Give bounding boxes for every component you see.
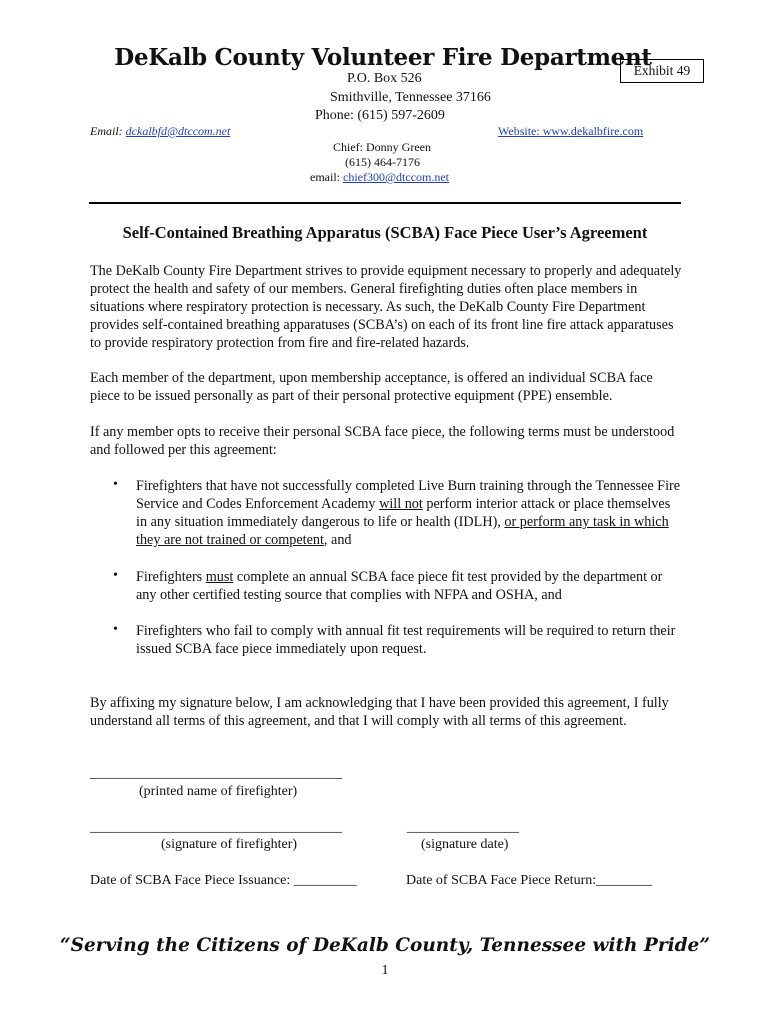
printed-name-line[interactable]: ____________________________________ — [90, 766, 342, 781]
email-label: Email: — [90, 124, 126, 138]
printed-name-label: (printed name of firefighter) — [139, 784, 298, 799]
acknowledgement-paragraph: By affixing my signature below, I am acknowledging that I have been provided this agreement, I fully understand all terms of this agreement, and that I will comply with all terms of this agreement. — [90, 695, 669, 729]
bullet-2-must: must — [205, 569, 234, 585]
bullet-3-text: Firefighters who fail to comply with annual fit test requirements will be required to return their issued SCBA face piece immediately upon request. — [136, 623, 676, 657]
issuance-date-field[interactable]: Date of SCBA Face Piece Issuance: _________ — [90, 873, 357, 888]
bullet-1-marker: • — [113, 477, 118, 492]
footer-motto: “Serving the Citizens of DeKalb County, Tennessee with Pride” — [60, 935, 710, 956]
department-website — [498, 124, 643, 139]
department-title: DeKalb County Volunteer Fire Department — [114, 44, 652, 71]
bullet-1-part-a: Firefighters that have not successfully completed Live Burn training through the Tennessee Fire Service and Codes Enforcement Academy — [136, 478, 681, 512]
bullet-2-part-b: complete an annual SCBA face piece fit test provided by the department or any other certified testing source that complies with NFPA and OSHA, and — [136, 569, 663, 603]
signature-label: (signature of firefighter) — [161, 837, 298, 852]
bullet-1-text — [136, 477, 684, 549]
terms-paragraph: If any member opts to receive their personal SCBA face piece, the following terms must be understood and followed per this agreement: — [90, 424, 675, 458]
email-link[interactable]: dckalbfd@dtccom.net — [125, 124, 231, 138]
chief-phone: (615) 464-7176 — [345, 155, 420, 169]
bullet-3-marker: • — [113, 622, 118, 637]
department-email — [90, 124, 230, 139]
bullet-2-text — [136, 568, 684, 604]
exhibit-label: Exhibit 49 — [620, 59, 704, 83]
signature-date-label: (signature date) — [421, 837, 509, 852]
city-address: Smithville, Tennessee 37166 — [330, 90, 491, 105]
intro-paragraph: The DeKalb County Fire Department strives to provide equipment necessary to properly and adequately protect the health and safety of our members. General firefighting duties often place members in situations where respiratory protection is necessary. As such, the DeKalb County Fire Department provides self-contained breathing apparatuses (SCBA’s) on each of its front line fire attack apparatuses to provide respiratory protection from fire and fire-related hazards. — [90, 263, 682, 351]
bullet-1-untrained: or perform any task in which they are not trained or competent — [136, 514, 669, 548]
chief-email-label: email: — [310, 170, 343, 184]
agreement-heading: Self-Contained Breathing Apparatus (SCBA) Face Piece User’s Agreement — [122, 223, 648, 242]
po-box: P.O. Box 526 — [347, 71, 422, 86]
website-label[interactable]: Website: — [498, 124, 543, 138]
website-link[interactable]: www.dekalbfire.com — [542, 124, 644, 138]
phone-number: Phone: (615) 597-2609 — [315, 108, 445, 123]
chief-email — [310, 170, 449, 185]
bullet-2-marker: • — [113, 568, 118, 583]
chief-email-link[interactable]: chief300@dtccom.net — [343, 170, 450, 184]
bullet-1-will-not: will not — [379, 496, 423, 512]
bullet-2-part-a: Firefighters — [136, 569, 206, 585]
signature-line[interactable]: ____________________________________ — [90, 820, 342, 835]
page-number: 1 — [381, 963, 389, 978]
bullet-1-part-b: perform interior attack or place themselves in any situation immediately dangerous to life or health (IDLH), — [136, 496, 671, 530]
bullet-1-part-c: , and — [323, 532, 352, 548]
membership-paragraph: Each member of the department, upon membership acceptance, is offered an individual SCBA face piece to be issued personally as part of their personal protective equipment (PPE) ensemble. — [90, 370, 653, 404]
header-divider — [89, 202, 681, 204]
chief-name: Chief: Donny Green — [333, 140, 431, 154]
signature-date-line[interactable]: ________________ — [407, 820, 519, 835]
return-date-field[interactable]: Date of SCBA Face Piece Return:________ — [406, 873, 653, 888]
